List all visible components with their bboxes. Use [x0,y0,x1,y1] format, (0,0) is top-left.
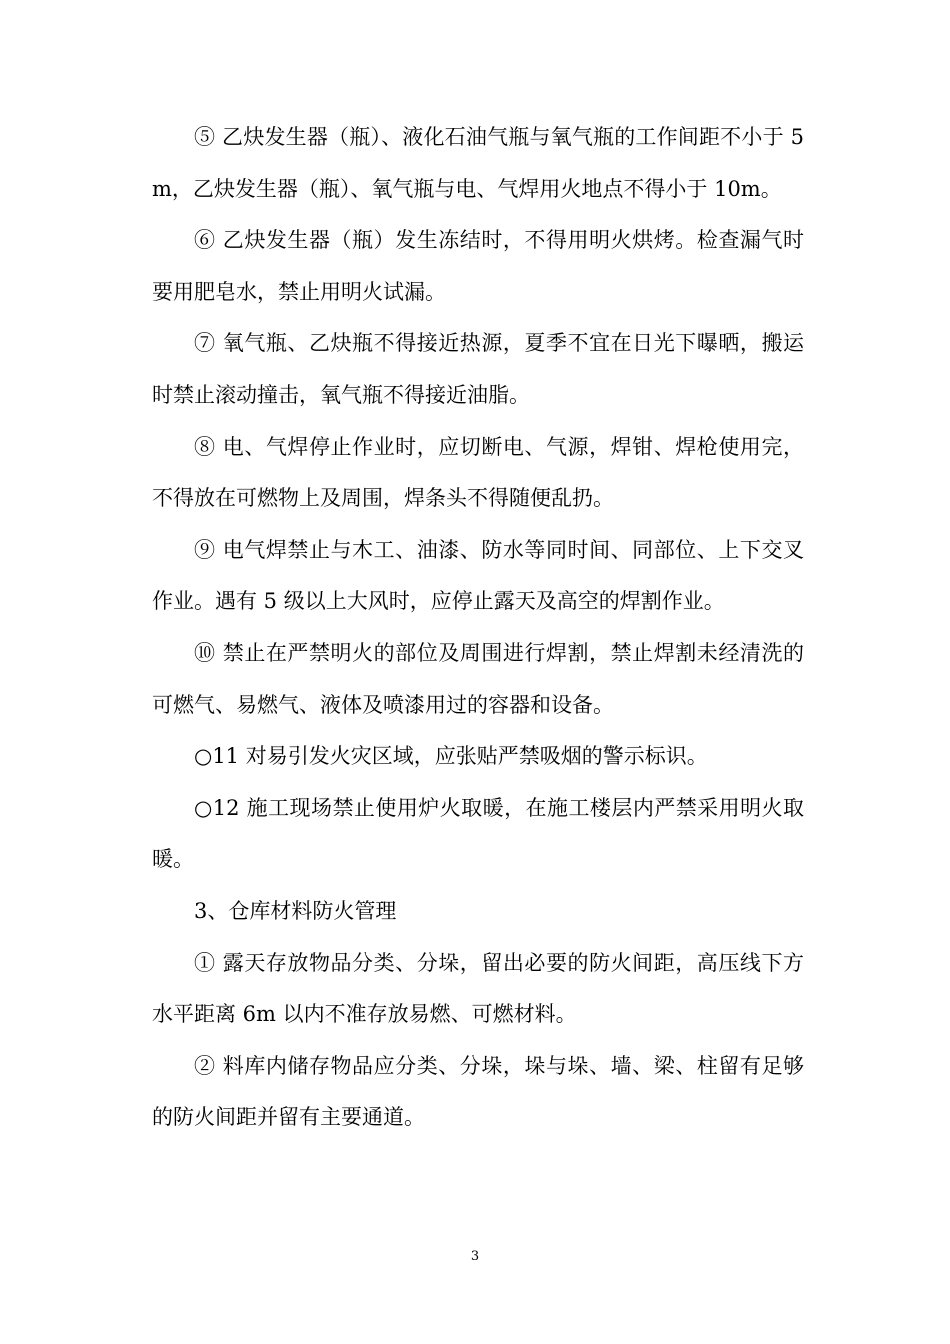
section-heading: 3、仓库材料防火管理 [194,898,397,923]
paragraph-item-9: ⑨ 电气焊禁止与木工、油漆、防水等同时间、同部位、上下交叉作业。遇有 5 级以上大风时，应停止露天及高空的焊割作业。 [152,537,804,614]
paragraph-item-7: ⑦ 氧气瓶、乙炔瓶不得接近热源，夏季不宜在日光下曝晒，搬运时禁止滚动撞击，氧气瓶不得接近油脂。 [152,331,804,407]
paragraph-item-8: ⑧ 电、气焊停止作业时，应切断电、气源，焊钳、焊枪使用完，不得放在可燃物上及周围，焊条头不得随便乱扔。 [152,434,804,511]
page-number: 3 [470,1249,480,1264]
paragraph-item-11: ○11 对易引发火灾区域，应张贴严禁吸烟的警示标识。 [194,744,708,769]
paragraph-item-12: ○12 施工现场禁止使用炉火取暖，在施工楼层内严禁采用明火取暖。 [152,795,804,872]
paragraph-item-5: ⑤ 乙炔发生器（瓶）、液化石油气瓶与氧气瓶的工作间距不小于 5m，乙炔发生器（瓶）、氧气瓶与电、气焊用火地点不得小于 10m。 [152,125,804,201]
paragraph-item-10: ⑩ 禁止在严禁明火的部位及周围进行焊割，禁止焊割未经清洗的可燃气、易燃气、液体及喷漆用过的容器和设备。 [152,640,804,717]
paragraph-item-6: ⑥ 乙炔发生器（瓶）发生冻结时，不得用明火烘烤。检查漏气时要用肥皂水，禁止用明火试漏。 [152,228,804,304]
paragraph-warehouse-2: ② 料库内储存物品应分类、分垛，垛与垛、墙、梁、柱留有足够的防火间距并留有主要通道。 [152,1053,804,1130]
paragraph-warehouse-1: ① 露天存放物品分类、分垛，留出必要的防火间距，高压线下方水平距离 6m 以内不准存放易燃、可燃材料。 [152,950,804,1027]
body-text [152,112,804,1144]
